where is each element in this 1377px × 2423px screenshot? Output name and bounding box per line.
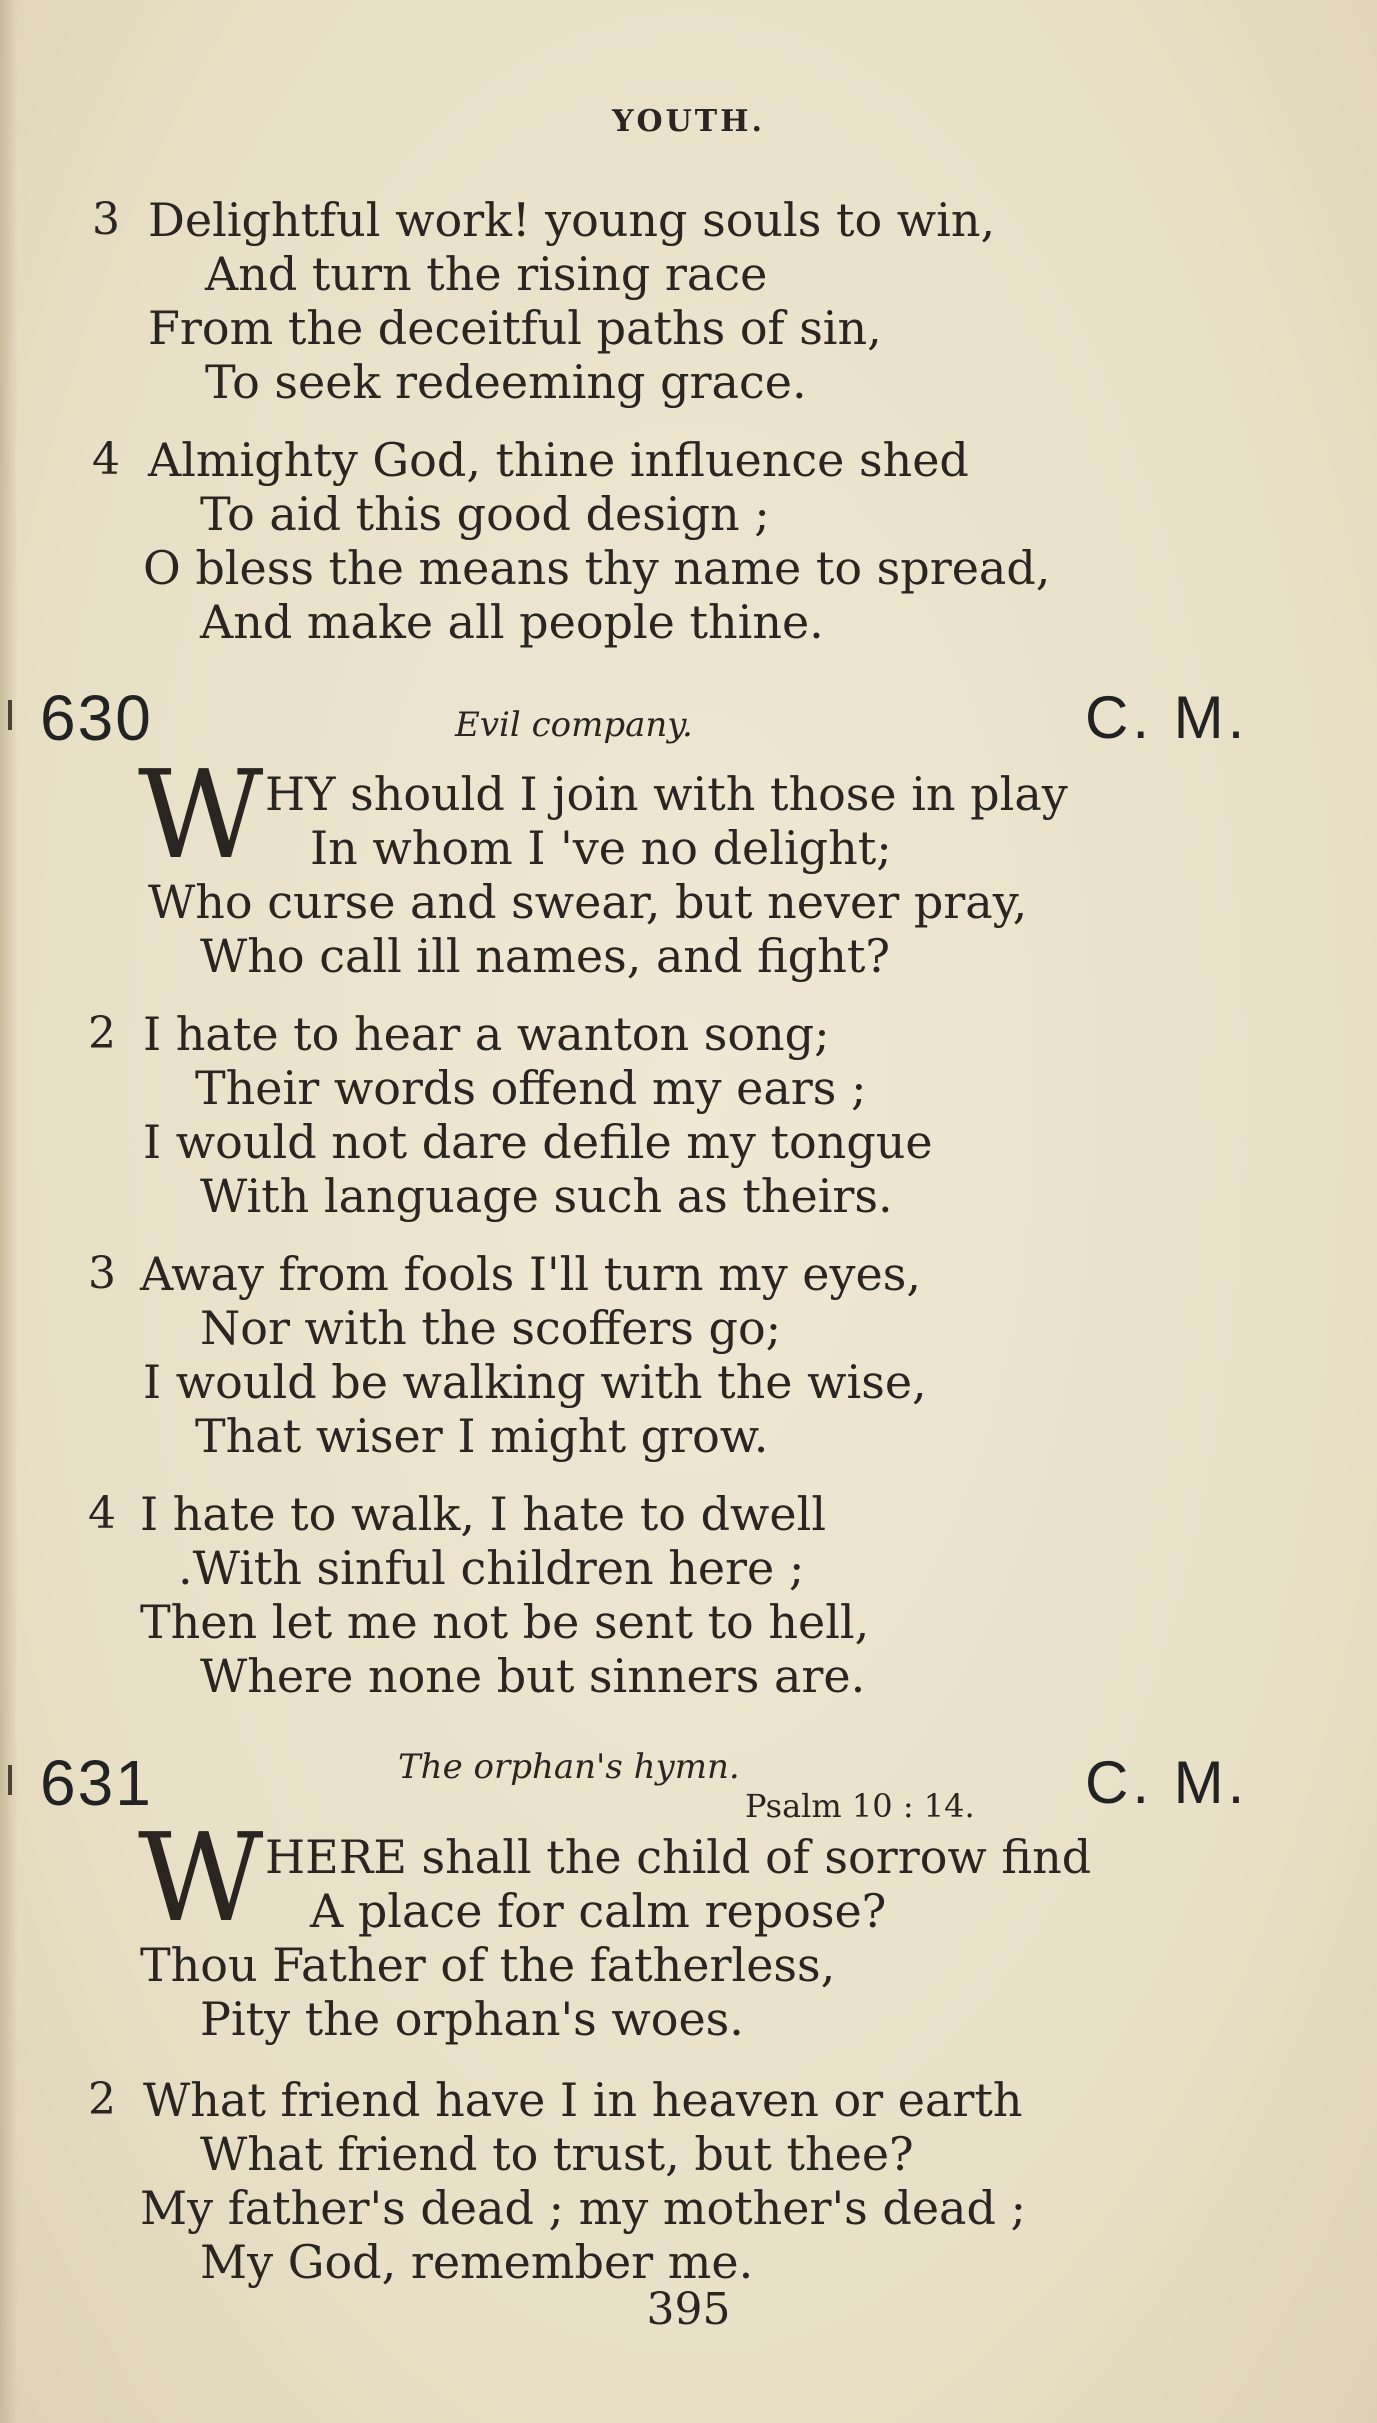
drop-cap: W [138,744,264,886]
verse-line: Away from fools I'll turn my eyes, [140,1247,921,1301]
verse-line: HY should I join with those in play [265,767,1068,821]
verse-line: What friend to trust, but thee? [200,2127,914,2181]
verse-line: Thou Father of the fatherless, [140,1938,836,1992]
verse-line: Delightful work! young souls to win, [148,193,996,247]
margin-mark [8,1765,12,1795]
scripture-reference: Psalm 10 : 14. [745,1787,975,1825]
verse-line: With language such as theirs. [200,1169,893,1223]
verse-line: Then let me not be sent to hell, [140,1595,870,1649]
hymn-meter: C. M. [1085,684,1249,751]
drop-cap: W [138,1807,264,1949]
verse-number: 4 [92,434,120,485]
hymn-title: The orphan's hymn. [398,1747,740,1787]
verse-number: 3 [92,194,120,245]
verse-line: Nor with the scoffers go; [200,1301,782,1355]
verse-number: 2 [88,2074,116,2125]
verse-line: To aid this good design ; [200,487,770,541]
running-head: YOUTH. [612,104,765,139]
hymn-meter: C. M. [1085,1749,1249,1816]
page-edge-shadow [0,0,18,2423]
margin-mark [8,700,12,730]
hymn-title: Evil company. [455,705,693,745]
verse-line: In whom I 've no delight; [310,821,892,875]
hymn-number: 631 [40,1747,153,1819]
verse-line: What friend have I in heaven or earth [143,2073,1023,2127]
page-number: 395 [646,2284,731,2335]
verse-line: My father's dead ; my mother's dead ; [140,2181,1027,2235]
verse-number: 2 [88,1008,116,1059]
verse-line: I hate to walk, I hate to dwell [140,1487,827,1541]
verse-line: Who call ill names, and fight? [200,929,890,983]
verse-line: Who curse and swear, but never pray, [148,875,1028,929]
verse-line: Almighty God, thine influence shed [148,433,969,487]
verse-number: 4 [88,1488,116,1539]
hymn-number: 630 [40,682,153,754]
verse-line: .With sinful children here ; [178,1541,805,1595]
verse-line: Their words offend my ears ; [195,1061,867,1115]
verse-line: Pity the orphan's woes. [200,1992,744,2046]
verse-line: A place for calm repose? [310,1884,887,1938]
verse-line: To seek redeeming grace. [205,355,807,409]
verse-line: That wiser I might grow. [195,1409,769,1463]
verse-line: And make all people thine. [200,595,824,649]
verse-line: O bless the means thy name to spread, [143,541,1051,595]
verse-line: I would not dare defile my tongue [143,1115,933,1169]
verse-line: And turn the rising race [205,247,768,301]
verse-number: 3 [88,1248,116,1299]
verse-line: HERE shall the child of sorrow find [265,1830,1092,1884]
verse-line: From the deceitful paths of sin, [148,301,882,355]
verse-line: Where none but sinners are. [200,1649,866,1703]
verse-line: I would be walking with the wise, [143,1355,927,1409]
verse-line: I hate to hear a wanton song; [143,1007,830,1061]
verse-line: My God, remember me. [200,2235,754,2289]
